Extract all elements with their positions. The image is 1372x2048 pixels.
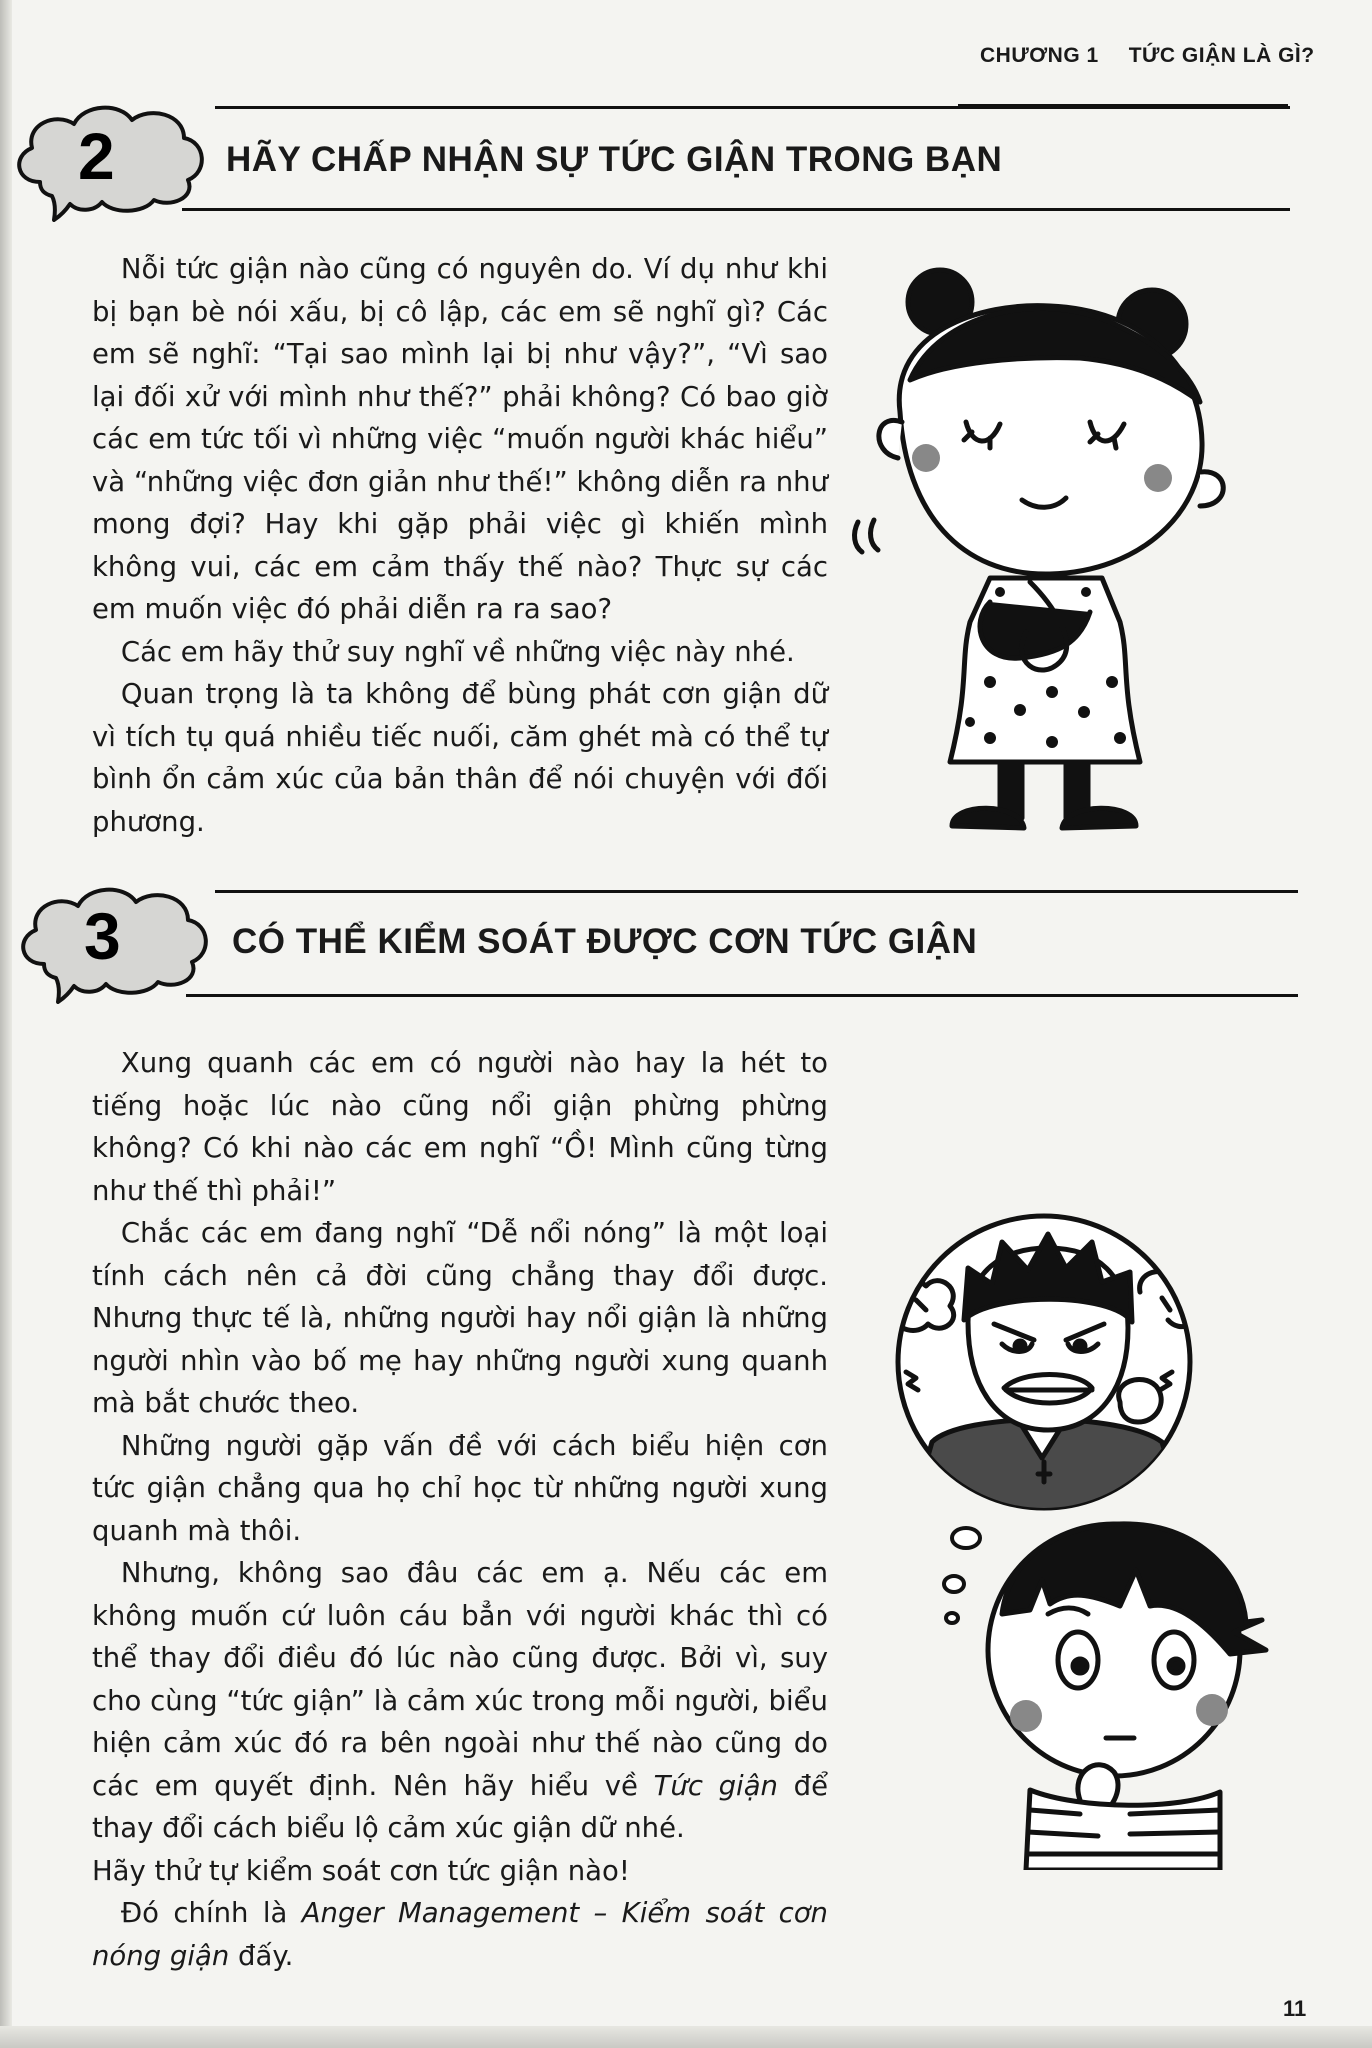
section3-body [92,1042,828,1977]
page-number: 11 [1283,1996,1307,2021]
section3-title: CÓ THỂ KIỂM SOÁT ĐƯỢC CƠN TỨC GIẬN [232,922,978,961]
section3-paragraph-5: Hãy thử tự kiểm soát cơn tức giận nào! [92,1854,630,1887]
thinking-boy-illustration [930,1510,1310,1870]
section2-paragraph-2: Các em hãy thử suy nghĩ về những việc này nhé. [120,635,795,668]
section3-paragraph-4: Nhưng, không sao đâu các em ạ. Nếu các em không muốn cứ luôn cáu bẳn với người khác thì có thể thay đổi điều đó lúc nào cũng được. Bởi vì, suy cho cùng “tức giận” là cảm xúc trong mỗi người, biểu hiện cảm xúc đó ra bên ngoài như thế nào cũng do các em quyết định. Nên hãy hiểu về Tức giận để thay đổi cách biểu lộ cảm xúc giận dữ nhé. [92,1557,829,1844]
section3-paragraph-1: Xung quanh các em có người nào hay la hét to tiếng hoặc lúc nào cũng nổi giận phừng phừng không? Có khi nào các em nghĩ “Ồ! Mình cũng từng như thế thì phải!” [92,1047,828,1207]
chapter-title: TỨC GIẬN LÀ GÌ? [1128,44,1315,67]
angry-man-thought-illustration [872,1212,1216,1512]
section2-paragraph-3: Quan trọng là ta không để bùng phát cơn giận dữ vì tích tụ quá nhiều tiếc nuối, căm ghét mà có thể tự bình ổn cảm xúc của bản thân để nói chuyện với đối phương. [92,678,828,838]
page-bottom-edge [0,2026,1372,2048]
section3-number: 3 [84,899,121,973]
chapter-label: CHƯƠNG 1 [980,44,1099,67]
running-header [980,44,1315,68]
emphasis-anger-management: Anger Management – Kiểm soát cơn nóng giận [92,1897,828,1972]
section3-paragraph-2: Chắc các em đang nghĩ “Dễ nổi nóng” là một loại tính cách nên cả đời cũng chẳng thay đổi được. Nhưng thực tế là, những người hay nổi giận là những người nhìn vào bố mẹ hay những người xung quanh mà bắt chước theo. [92,1217,828,1419]
section3-top-rule [215,890,1298,893]
page-edge [0,0,12,2048]
section2-bottom-rule [182,208,1290,211]
section3-bottom-rule [186,994,1298,997]
girl-illustration [840,262,1280,842]
section2-title: HÃY CHẤP NHẬN SỰ TỨC GIẬN TRONG BẠN [226,140,1003,179]
section2-number: 2 [78,119,115,193]
section2-top-rule [215,106,1290,109]
section3-paragraph-6: Đó chính là Anger Management – Kiểm soát cơn nóng giận đấy. [92,1897,828,1972]
emphasis-tuc-gian: Tức giận [653,1769,778,1802]
section2-body [92,248,828,843]
section3-paragraph-3: Những người gặp vấn đề với cách biểu hiện cơn tức giận chẳng qua họ chỉ học từ những người xung quanh mà thôi. [92,1429,828,1547]
section2-paragraph-1: Nỗi tức giận nào cũng có nguyên do. Ví dụ như khi bị bạn bè nói xấu, bị cô lập, các em sẽ nghĩ gì? Các em sẽ nghĩ: “Tại sao mình lại bị như vậy?”, “Vì sao lại đối xử với mình như thế?” phải không? Có bao giờ các em tức tối vì những việc “muốn người khác hiểu” và “những việc đơn giản như thế!” không diễn ra như mong đợi? Hay khi gặp phải việc gì khiến mình không vui, các em cảm thấy thế nào? Thực sự các em muốn việc đó phải diễn ra ra sao? [92,253,828,625]
